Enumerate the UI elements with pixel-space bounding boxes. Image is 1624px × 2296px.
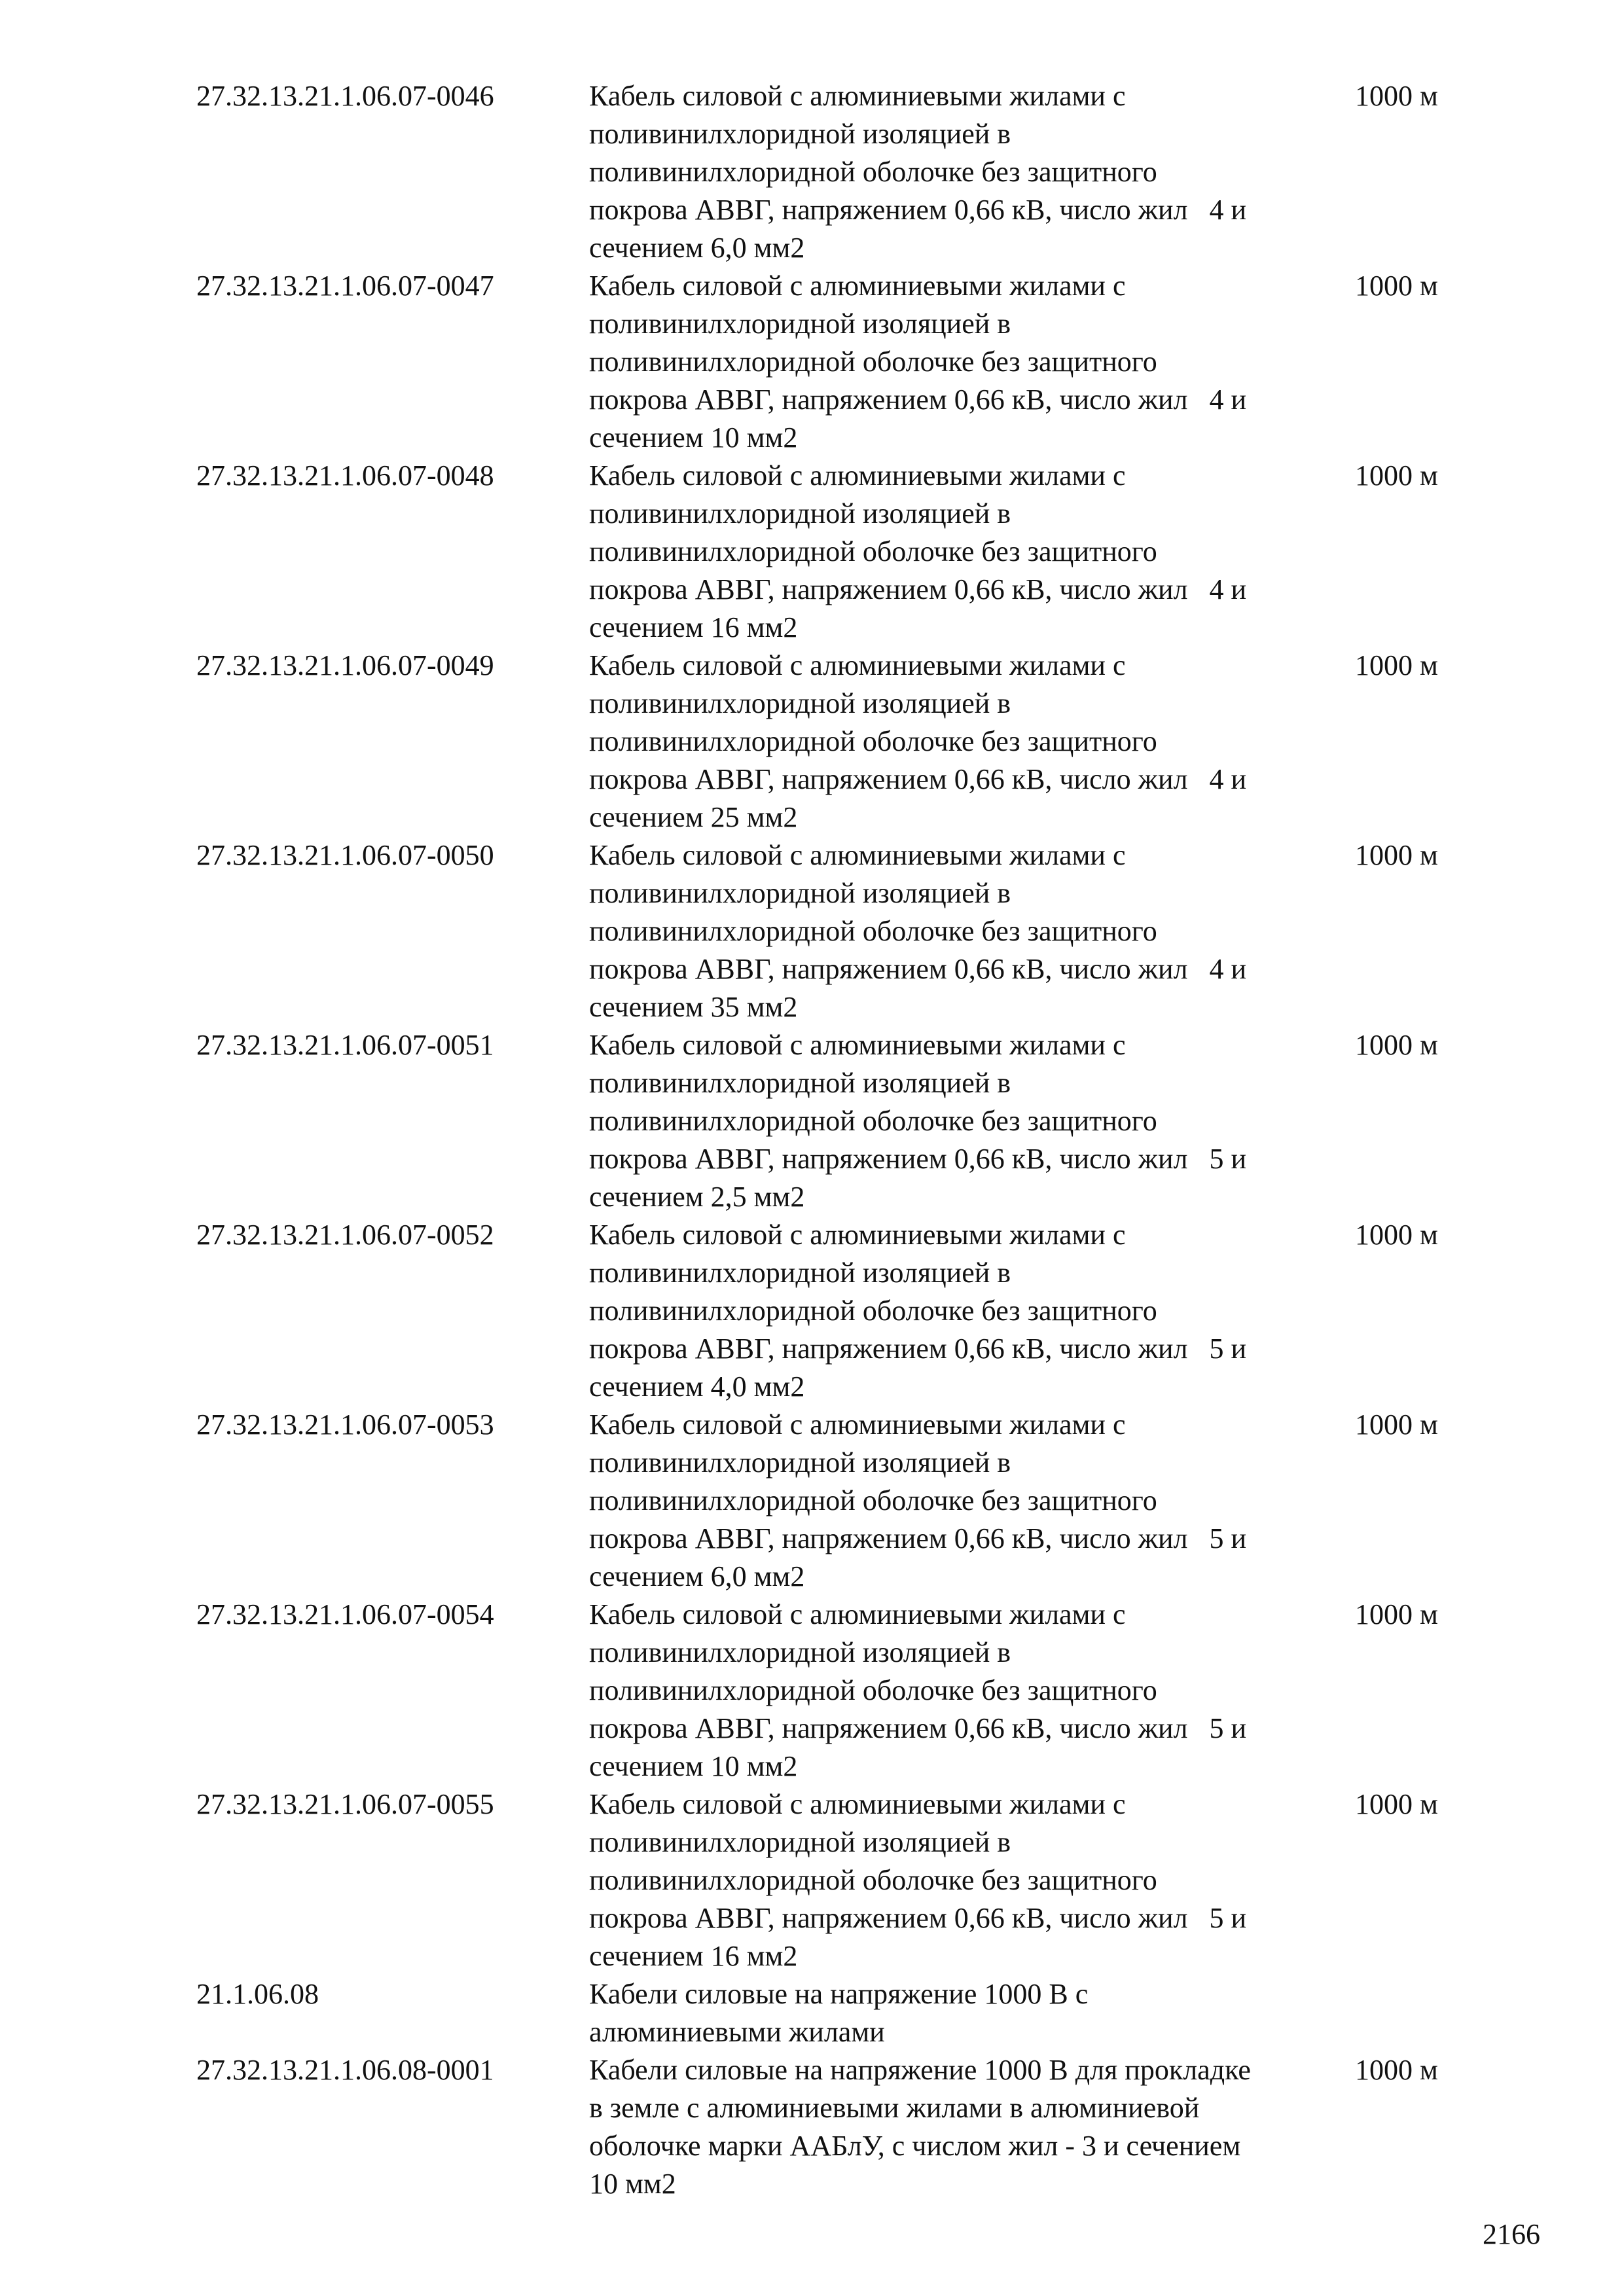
resource-name bbox=[589, 457, 1348, 647]
resource-name-line: сечением 6,0 мм2 bbox=[589, 232, 805, 264]
resource-name bbox=[589, 1216, 1348, 1406]
table-row bbox=[196, 647, 1492, 836]
resource-code: 27.32.13.21.1.06.07-0053 bbox=[196, 1408, 494, 1441]
unit-of-measure: 1000 м bbox=[1355, 459, 1438, 492]
resource-name-line: Кабель силовой с алюминиевыми жилами с bbox=[589, 649, 1126, 681]
resource-name-line: Кабель силовой с алюминиевыми жилами с bbox=[589, 839, 1126, 871]
resource-name bbox=[589, 647, 1348, 836]
resource-code: 27.32.13.21.1.06.07-0047 bbox=[196, 270, 494, 302]
resource-name-line: Кабель силовой с алюминиевыми жилами с bbox=[589, 1598, 1126, 1630]
resource-name-line: поливинилхлоридной изоляцией в bbox=[589, 1257, 1011, 1289]
table-row bbox=[196, 1406, 1492, 1596]
resource-name-line: покрова АВВГ, напряжением 0,66 кВ, число жил 4 и bbox=[589, 194, 1247, 226]
resource-code: 27.32.13.21.1.06.07-0048 bbox=[196, 459, 494, 492]
resource-code: 27.32.13.21.1.06.07-0052 bbox=[196, 1219, 494, 1251]
resource-name-line: поливинилхлоридной оболочке без защитного bbox=[589, 915, 1157, 947]
resource-name-line: Кабель силовой с алюминиевыми жилами с bbox=[589, 1408, 1126, 1441]
resource-name bbox=[589, 2051, 1348, 2203]
resource-name-line: Кабели силовые на напряжение 1000 В для прокладке bbox=[589, 2054, 1251, 2086]
resource-code: 27.32.13.21.1.06.07-0051 bbox=[196, 1029, 494, 1061]
page-number: 2166 bbox=[1483, 2218, 1540, 2250]
table-row bbox=[196, 267, 1492, 457]
resource-name-line: поливинилхлоридной оболочке без защитного bbox=[589, 725, 1157, 757]
table-row bbox=[196, 457, 1492, 647]
resource-name-line: покрова АВВГ, напряжением 0,66 кВ, число жил 5 и bbox=[589, 1522, 1247, 1554]
resource-name-line: поливинилхлоридной оболочке без защитного bbox=[589, 535, 1157, 567]
table-row bbox=[196, 836, 1492, 1026]
unit-of-measure: 1000 м bbox=[1355, 2054, 1438, 2086]
resource-code: 21.1.06.08 bbox=[196, 1978, 319, 2010]
table-row bbox=[196, 1216, 1492, 1406]
resource-name-line: поливинилхлоридной оболочке без защитного bbox=[589, 1295, 1157, 1327]
resource-name-line: Кабель силовой с алюминиевыми жилами с bbox=[589, 459, 1126, 492]
resource-name-line: поливинилхлоридной изоляцией в bbox=[589, 118, 1011, 150]
resource-name-line: поливинилхлоридной изоляцией в bbox=[589, 308, 1011, 340]
resource-name-line: в земле с алюминиевыми жилами в алюминиевой bbox=[589, 2092, 1200, 2124]
resource-name-line: сечением 25 мм2 bbox=[589, 801, 798, 833]
resource-name-line: покрова АВВГ, напряжением 0,66 кВ, число жил 5 и bbox=[589, 1902, 1247, 1934]
resource-name-line: сечением 10 мм2 bbox=[589, 1750, 798, 1782]
resource-name-line: сечением 2,5 мм2 bbox=[589, 1181, 805, 1213]
resource-code: 27.32.13.21.1.06.08-0001 bbox=[196, 2054, 494, 2086]
resource-name bbox=[589, 1596, 1348, 1785]
resource-name-line: покрова АВВГ, напряжением 0,66 кВ, число жил 5 и bbox=[589, 1712, 1247, 1744]
unit-of-measure: 1000 м bbox=[1355, 649, 1438, 681]
resource-name-line: поливинилхлоридной изоляцией в bbox=[589, 687, 1011, 719]
unit-of-measure: 1000 м bbox=[1355, 270, 1438, 302]
resource-name-line: алюминиевыми жилами bbox=[589, 2016, 885, 2048]
resource-name-line: сечением 35 мм2 bbox=[589, 991, 798, 1023]
resource-name-line: покрова АВВГ, напряжением 0,66 кВ, число жил 4 и bbox=[589, 384, 1247, 416]
resource-name-line: поливинилхлоридной оболочке без защитного bbox=[589, 156, 1157, 188]
resource-name-line: 10 мм2 bbox=[589, 2168, 676, 2200]
price-list-table bbox=[196, 77, 1492, 2203]
resource-name-line: Кабель силовой с алюминиевыми жилами с bbox=[589, 1029, 1126, 1061]
resource-code: 27.32.13.21.1.06.07-0054 bbox=[196, 1598, 494, 1630]
unit-of-measure: 1000 м bbox=[1355, 1408, 1438, 1441]
resource-name-line: поливинилхлоридной изоляцией в bbox=[589, 1826, 1011, 1858]
resource-name-line: сечением 6,0 мм2 bbox=[589, 1560, 805, 1592]
resource-name-line: поливинилхлоридной оболочке без защитного bbox=[589, 1674, 1157, 1706]
resource-name-line: покрова АВВГ, напряжением 0,66 кВ, число жил 5 и bbox=[589, 1333, 1247, 1365]
resource-name-line: поливинилхлоридной изоляцией в bbox=[589, 497, 1011, 529]
resource-name-line: Кабель силовой с алюминиевыми жилами с bbox=[589, 1219, 1126, 1251]
resource-name-line: Кабель силовой с алюминиевыми жилами с bbox=[589, 1788, 1126, 1820]
resource-name-line: сечением 4,0 мм2 bbox=[589, 1371, 805, 1403]
resource-name bbox=[589, 1026, 1348, 1216]
table-row bbox=[196, 1785, 1492, 1975]
resource-name-line: поливинилхлоридной оболочке без защитного bbox=[589, 1864, 1157, 1896]
resource-code: 27.32.13.21.1.06.07-0055 bbox=[196, 1788, 494, 1820]
unit-of-measure: 1000 м bbox=[1355, 1598, 1438, 1630]
resource-name-line: сечением 16 мм2 bbox=[589, 1940, 798, 1972]
resource-name-line: оболочке марки ААБлУ, с числом жил - 3 и сечением bbox=[589, 2130, 1241, 2162]
resource-name bbox=[589, 1406, 1348, 1596]
unit-of-measure: 1000 м bbox=[1355, 1788, 1438, 1820]
unit-of-measure: 1000 м bbox=[1355, 1219, 1438, 1251]
resource-code: 27.32.13.21.1.06.07-0050 bbox=[196, 839, 494, 871]
resource-name bbox=[589, 1975, 1348, 2051]
resource-name-line: покрова АВВГ, напряжением 0,66 кВ, число жил 4 и bbox=[589, 953, 1247, 985]
resource-name-line: поливинилхлоридной оболочке без защитного bbox=[589, 1484, 1157, 1516]
resource-name-line: покрова АВВГ, напряжением 0,66 кВ, число жил 4 и bbox=[589, 763, 1247, 795]
resource-name-line: поливинилхлоридной изоляцией в bbox=[589, 1636, 1011, 1668]
resource-name-line: сечением 10 мм2 bbox=[589, 422, 798, 454]
resource-name-line: поливинилхлоридной изоляцией в bbox=[589, 1067, 1011, 1099]
resource-name bbox=[589, 836, 1348, 1026]
unit-of-measure: 1000 м bbox=[1355, 80, 1438, 112]
table-row bbox=[196, 1596, 1492, 1785]
unit-of-measure: 1000 м bbox=[1355, 1029, 1438, 1061]
resource-code: 27.32.13.21.1.06.07-0049 bbox=[196, 649, 494, 681]
resource-name-line: поливинилхлоридной оболочке без защитного bbox=[589, 346, 1157, 378]
resource-name bbox=[589, 1785, 1348, 1975]
table-row bbox=[196, 1975, 1492, 2051]
resource-name-line: Кабели силовые на напряжение 1000 В с bbox=[589, 1978, 1089, 2010]
resource-name-line: Кабель силовой с алюминиевыми жилами с bbox=[589, 80, 1126, 112]
resource-name-line: покрова АВВГ, напряжением 0,66 кВ, число жил 4 и bbox=[589, 573, 1247, 605]
resource-name bbox=[589, 77, 1348, 267]
resource-name-line: поливинилхлоридной оболочке без защитного bbox=[589, 1105, 1157, 1137]
table-row bbox=[196, 2051, 1492, 2203]
resource-name-line: сечением 16 мм2 bbox=[589, 611, 798, 643]
resource-name bbox=[589, 267, 1348, 457]
resource-name-line: поливинилхлоридной изоляцией в bbox=[589, 877, 1011, 909]
resource-name-line: поливинилхлоридной изоляцией в bbox=[589, 1446, 1011, 1479]
unit-of-measure: 1000 м bbox=[1355, 839, 1438, 871]
resource-name-line: Кабель силовой с алюминиевыми жилами с bbox=[589, 270, 1126, 302]
table-row bbox=[196, 77, 1492, 267]
resource-name-line: покрова АВВГ, напряжением 0,66 кВ, число жил 5 и bbox=[589, 1143, 1247, 1175]
resource-code: 27.32.13.21.1.06.07-0046 bbox=[196, 80, 494, 112]
table-row bbox=[196, 1026, 1492, 1216]
